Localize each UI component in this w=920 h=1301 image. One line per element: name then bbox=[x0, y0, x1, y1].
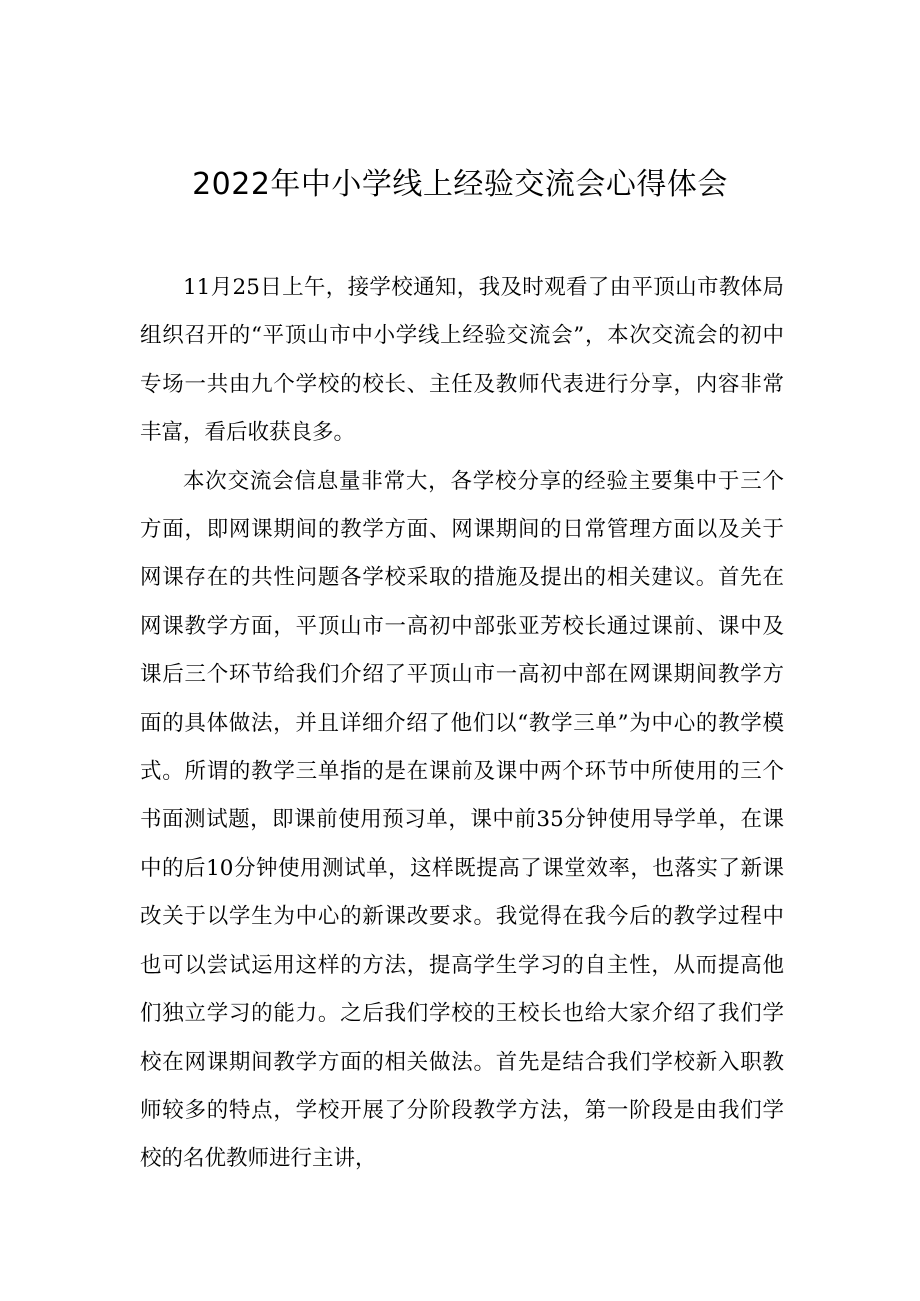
paragraph-1: 11月25日上午，接学校通知，我及时观看了由平顶山市教体局组织召开的“平顶山市中小学线上经验交流会”，本次交流会的初中专场一共由九个学校的校长、主任及教师代表进行分享，内容非常丰富，看后收获良多。 bbox=[140, 275, 784, 446]
paragraph-2: 本次交流会信息量非常大，各学校分享的经验主要集中于三个方面，即网课期间的教学方面、网课期间的日常管理方面以及关于网课存在的共性问题各学校采取的措施及提出的相关建议。首先在网课教学方面，平顶山市一高初中部张亚芳校长通过课前、课中及课后三个环节给我们介绍了平顶山市一高初中部在网课期间教学方面的具体做法，并且详细介绍了他们以“教学三单”为中心的教学模式。所谓的教学三单指的是在课前及课中两个环节中所使用的三个书面测试题，即课前使用预习单，课中前35分钟使用导学单，在课中的后10分钟使用测试单，这样既提高了课堂效率，也落实了新课改关于以学生为中心的新课改要求。我觉得在我今后的教学过程中也可以尝试运用这样的方法，提高学生学习的自主性，从而提高他们独立学习的能力。之后我们学校的王校长也给大家介绍了我们学校在网课期间教学方面的相关做法。首先是结合我们学校新入职教师较多的特点，学校开展了分阶段教学方法，第一阶段是由我们学校的名优教师进行主讲， bbox=[140, 468, 784, 1172]
document-title: 2022年中小学线上经验交流会心得体会 bbox=[192, 167, 728, 202]
document-body bbox=[140, 264, 784, 1184]
